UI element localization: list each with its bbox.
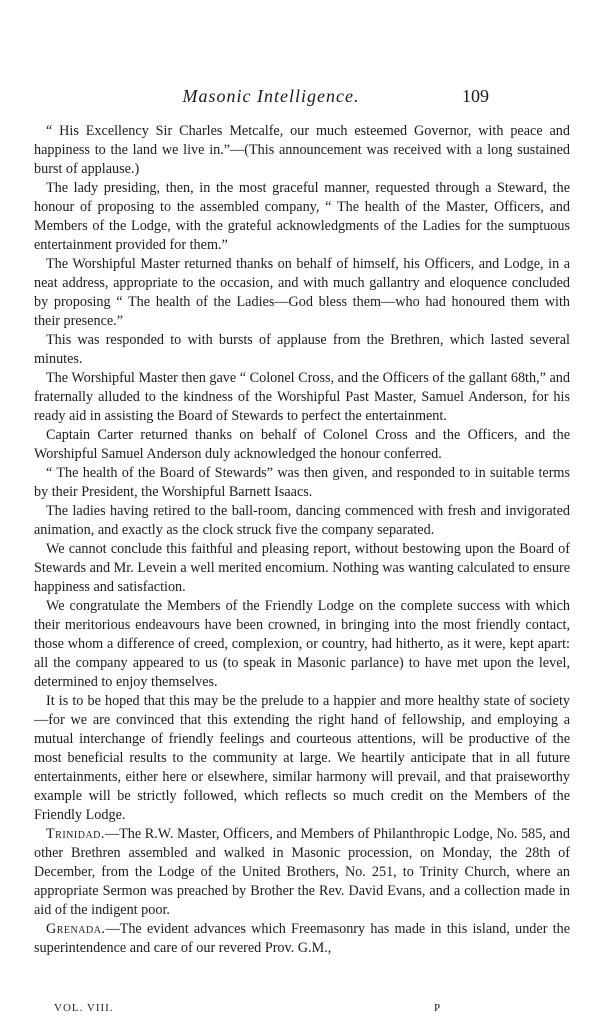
paragraph: The lady presiding, then, in the most graceful manner, requested through a Steward, the honour of proposing to the assembled company, “ The health of the Master, Officers, and Members of the Lodge, with the grateful acknowledgments of the Ladies for the sumptuous entertainment provided for them.” xyxy=(34,180,570,253)
paragraph: “ His Excellency Sir Charles Metcalfe, our much esteemed Governor, with peace and happiness to the land we live in.”—(This announcement was received with a long sustained burst of applause.) xyxy=(34,123,570,177)
paragraph-text: —The R.W. Master, Officers, and Members of Philanthropic Lodge, No. 585, and other Brethren assembled and walked in Masonic procession, on Monday, the 28th of December, from the Lodge of the United Brothers, No. 251, to Trinity Church, where an appropriate Sermon was preached by Brother the Rev. David Evans, and a collection made in aid of the indigent poor. xyxy=(34,826,570,918)
paragraph-text: —The evident advances which Freemasonry has made in this island, under the superintendence and care of our revered Prov. G.M., xyxy=(34,921,570,956)
volume-label: VOL. VIII. xyxy=(54,1002,114,1014)
paragraph: The Worshipful Master returned thanks on behalf of himself, his Officers, and Lodge, in a neat address, appropriate to the occasion, and with much gallantry and eloquence concluded by proposing “ The health of the Ladies—God bless them—who had honoured them with their presence.” xyxy=(34,256,570,329)
paragraph-grenada xyxy=(34,920,570,958)
section-lead-trinidad: Trinidad. xyxy=(46,826,105,842)
running-head xyxy=(0,86,606,110)
paragraph: The ladies having retired to the ball-room, dancing commenced with fresh and invigorated animation, and exactly as the clock struck five the company separated. xyxy=(34,503,570,538)
paragraph: We congratulate the Members of the Friendly Lodge on the complete success with which their meritorious endeavours have been crowned, in bringing into the most friendly contact, those whom a difference of creed, complexion, or country, had hitherto, as it were, kept apart: all the company appeared to us (to speak in Masonic parlance) to have met upon the level, determined to enjoy themselves. xyxy=(34,598,570,690)
paragraph: “ The health of the Board of Stewards” was then given, and responded to in suitable terms by their President, the Worshipful Barnett Isaacs. xyxy=(34,465,570,500)
page-number: 109 xyxy=(462,86,489,106)
paragraph: The Worshipful Master then gave “ Colonel Cross, and the Officers of the gallant 68th,” and fraternally alluded to the kindness of the Worshipful Past Master, Samuel Anderson, for his ready aid in assisting the Board of Stewards to perfect the entertainment. xyxy=(34,370,570,424)
body-text xyxy=(34,122,570,958)
section-lead-grenada: Grenada. xyxy=(46,921,106,937)
running-head-title: Masonic Intelligence. xyxy=(182,86,360,106)
paragraph: It is to be hoped that this may be the prelude to a happier and more healthy state of society—for we are convinced that this extending the right hand of fellowship, and employing a mutual interchange of friendly feelings and courteous attentions, will be productive of the most beneficial results to the community at large. We heartily anticipate that in all future entertainments, either here or elsewhere, similar harmony will prevail, and that praiseworthy example will be strictly followed, which reflects so much credit on the Members of the Friendly Lodge. xyxy=(34,693,570,823)
signature-mark: P xyxy=(434,1002,442,1014)
paragraph-trinidad xyxy=(34,825,570,920)
paragraph: Captain Carter returned thanks on behalf of Colonel Cross and the Officers, and the Worshipful Samuel Anderson duly acknowledged the honour conferred. xyxy=(34,427,570,462)
paragraph: This was responded to with bursts of applause from the Brethren, which lasted several minutes. xyxy=(34,332,570,367)
page-footer xyxy=(54,1002,454,1018)
paragraph: We cannot conclude this faithful and pleasing report, without bestowing upon the Board of Stewards and Mr. Levein a well merited encomium. Nothing was wanting calculated to ensure happiness and satisfaction. xyxy=(34,541,570,595)
